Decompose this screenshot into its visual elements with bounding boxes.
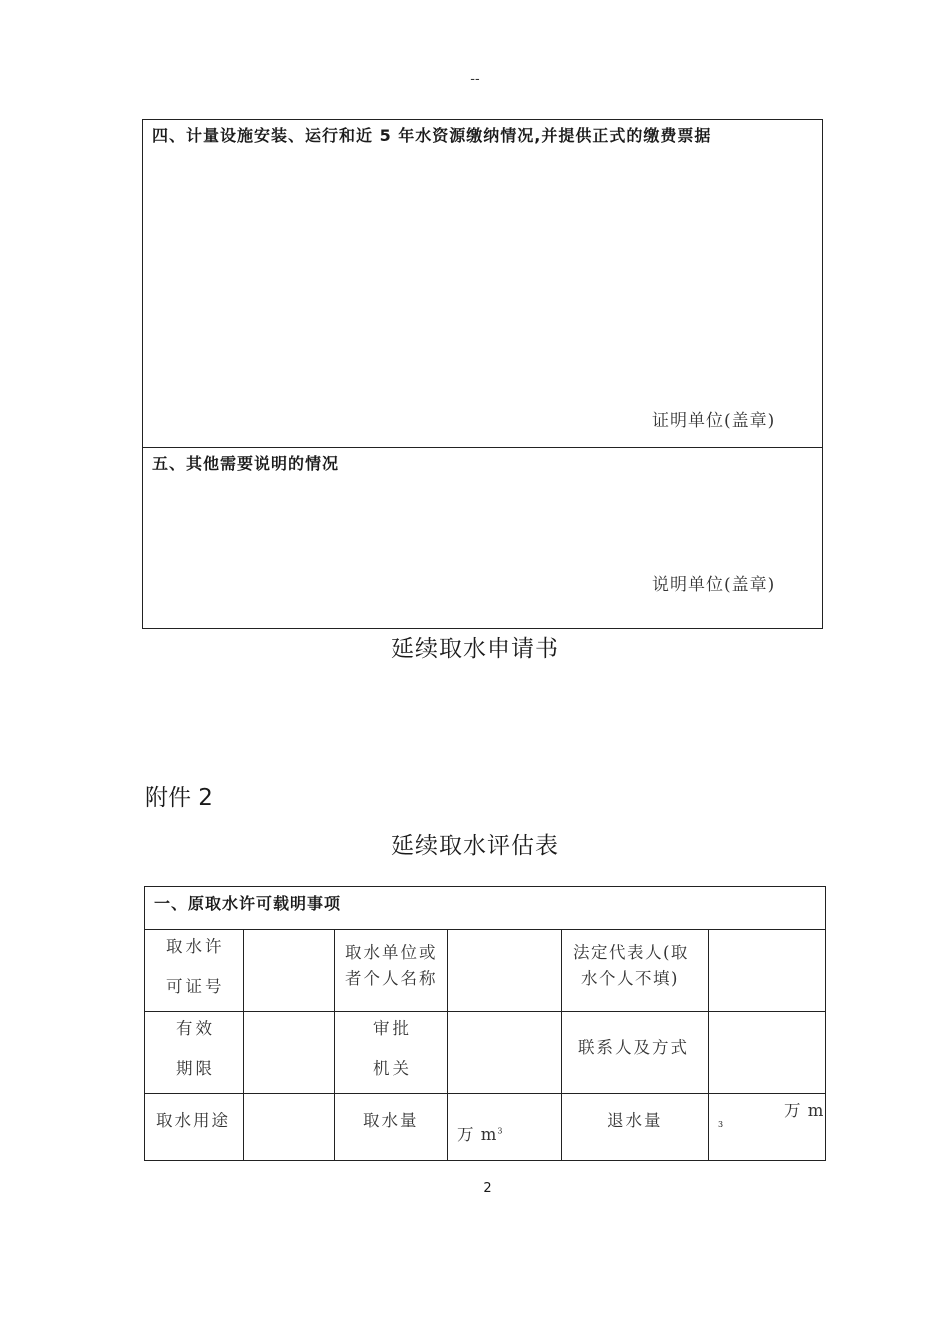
application-title: 延续取水申请书 — [391, 636, 559, 662]
intake-unit-superscript: 3 — [497, 1126, 504, 1136]
permit-number-label-line1: 取水许 — [166, 937, 225, 956]
return-value[interactable] — [709, 1094, 826, 1161]
unit-name-label-line1: 取水单位或 — [345, 943, 438, 962]
table-section-title: 一、原取水许可载明事项 — [154, 894, 342, 913]
approval-authority-label-line1: 审批 — [373, 1019, 412, 1038]
section-4-title: 四、计量设施安装、运行和近 5 年水资源缴纳情况,并提供正式的缴费票据 — [152, 126, 712, 145]
contact-value[interactable] — [709, 1012, 826, 1094]
intake-unit-text: 万 m — [457, 1125, 498, 1144]
legal-rep-value[interactable] — [709, 930, 826, 1012]
contact-label-cell — [562, 1012, 709, 1094]
intake-label: 取水量 — [363, 1111, 419, 1130]
permit-number-label-cell — [145, 930, 244, 1012]
evaluation-title: 延续取水评估表 — [391, 833, 559, 859]
validity-value[interactable] — [244, 1012, 335, 1094]
purpose-label: 取水用途 — [156, 1111, 230, 1130]
intake-label-cell — [335, 1094, 448, 1161]
unit-name-label-line2: 者个人名称 — [345, 969, 438, 988]
annex-label: 附件 2 — [145, 785, 213, 811]
approval-authority-label-cell — [335, 1012, 448, 1094]
validity-label-line1: 有效 — [176, 1019, 215, 1038]
section-4-seal: 证明单位(盖章) — [652, 411, 776, 431]
validity-label-line2: 期限 — [176, 1059, 215, 1078]
table-section-header — [145, 887, 826, 930]
approval-authority-label-line2: 机关 — [373, 1059, 412, 1078]
permit-number-value[interactable] — [244, 930, 335, 1012]
page-number: 2 — [483, 1181, 492, 1196]
intake-value[interactable] — [448, 1094, 562, 1161]
return-unit: 万 m — [784, 1101, 825, 1120]
permit-number-label-line2: 可证号 — [166, 977, 225, 996]
legal-rep-label-line2: 水个人不填) — [581, 969, 679, 988]
header-mark: -- — [470, 72, 480, 87]
intake-unit — [457, 1121, 504, 1145]
unit-name-label-cell — [335, 930, 448, 1012]
legal-rep-label-line1: 法定代表人(取 — [573, 943, 689, 962]
validity-label-cell — [145, 1012, 244, 1094]
return-label: 退水量 — [607, 1111, 663, 1130]
section-5-title: 五、其他需要说明的情况 — [152, 454, 340, 473]
approval-authority-value[interactable] — [448, 1012, 562, 1094]
section-5-seal: 说明单位(盖章) — [652, 575, 776, 595]
section-5-box — [142, 447, 823, 629]
purpose-label-cell — [145, 1094, 244, 1161]
return-unit-superscript: 3 — [718, 1120, 724, 1129]
return-label-cell — [562, 1094, 709, 1161]
purpose-value[interactable] — [244, 1094, 335, 1161]
contact-label: 联系人及方式 — [578, 1038, 689, 1057]
evaluation-table — [144, 886, 826, 1161]
legal-rep-label-cell — [562, 930, 709, 1012]
section-4-box — [142, 119, 823, 448]
unit-name-value[interactable] — [448, 930, 562, 1012]
